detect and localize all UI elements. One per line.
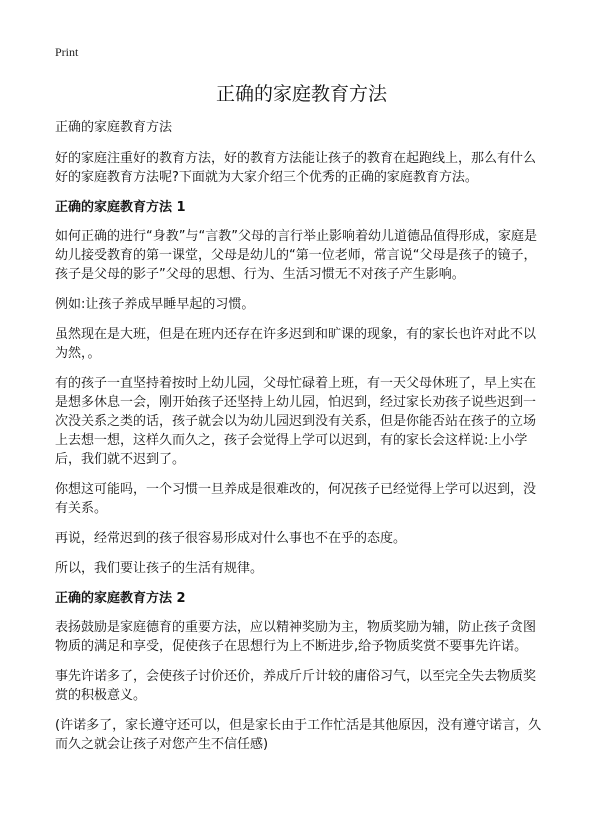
print-label: Print [55, 45, 79, 59]
section-1-paragraph-4: 有的孩子一直坚持着按时上幼儿园，父母忙碌着上班，有一天父母休班了，早上实在是想多休息一会，刚开始孩子还坚持上幼儿园，怕迟到，经过家长劝孩子说些迟到一次没关系之类的话，孩子就会以为幼儿园迟到没有关系，但是你能否站在孩子的立场上去想一想，这样久而久之，孩子会觉得上学可以迟到，有的家长会这样说:上小学后，我们就不迟到了。 [55, 376, 537, 467]
section-1-paragraph-3: 虽然现在是大班，但是在班内还存在许多迟到和旷课的现象，有的家长也许对此不以为然，。 [55, 327, 537, 361]
document-subtitle: 正确的家庭教育方法 [55, 120, 173, 135]
section-1-paragraph-5: 你想这可能吗，一个习惯一旦养成是很难改的，何况孩子已经觉得上学可以迟到，没有关系。 [55, 482, 537, 516]
section-heading-1: 正确的家庭教育方法 1 [55, 200, 186, 215]
section-1-paragraph-2: 例如:让孩子养成早睡早起的习惯。 [55, 297, 255, 312]
section-1-paragraph-6: 再说，经常迟到的孩子很容易形成对什么事也不在乎的态度。 [55, 531, 407, 546]
section-2-paragraph-3: (许诺多了，家长遵守还可以，但是家长由于工作忙活是其他原因，没有遵守诺言，久而久之就会让孩子对您产生不信任感) [55, 718, 542, 752]
section-2-paragraph-1: 表扬鼓励是家庭德育的重要方法，应以精神奖励为主，物质奖励为辅，防止孩子贪图物质的满足和享受，促使孩子在思想行为上不断进步,给予物质奖赏不要事先许诺。 [55, 620, 537, 654]
section-1-paragraph-7: 所以，我们要让孩子的生活有规律。 [55, 561, 264, 576]
section-heading-2: 正确的家庭教育方法 2 [55, 591, 186, 606]
section-1-paragraph-1: 如何正确的进行“身教”与“言教”父母的言行举止影响着幼儿道德品值得形成，家庭是幼儿接受教育的第一课堂，父母是幼儿的“第一位老师，常言说“父母是孩子的镜子，孩子是父母的影子”父母的思想、行为、生活习惯无不对孩子产生影响。 [55, 229, 537, 282]
intro-paragraph: 好的家庭注重好的教育方法，好的教育方法能让孩子的教育在起跑线上，那么有什么好的家庭教育方法呢?下面就为大家介绍三个优秀的正确的家庭教育方法。 [55, 151, 537, 185]
document-title: 正确的家庭教育方法 [215, 83, 387, 105]
section-2-paragraph-2: 事先许诺多了，会使孩子讨价还价，养成斤斤计较的庸俗习气，以至完全失去物质奖赏的积极意义。 [55, 669, 537, 703]
